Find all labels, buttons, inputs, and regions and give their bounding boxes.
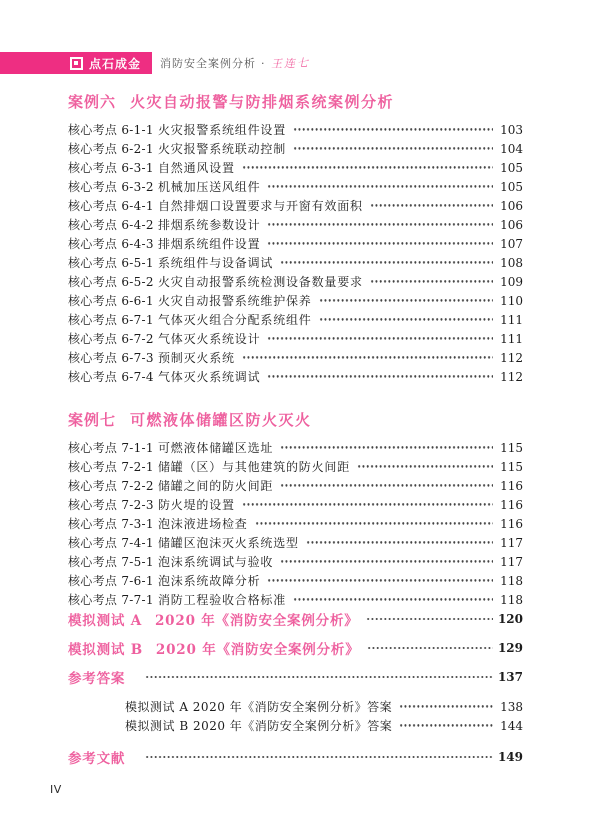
dot-leader: [242, 166, 493, 168]
entry-page-number: 106: [500, 217, 523, 232]
entry-page-number: 112: [500, 350, 523, 365]
toc-entry-row: [68, 291, 523, 310]
entry-page-number: 109: [500, 274, 523, 289]
dot-leader: [267, 223, 493, 225]
dot-leader: [242, 356, 493, 358]
toc-entry-row: [68, 139, 523, 158]
section-entry-list: [68, 120, 523, 386]
entry-title: 预制灭火系统: [158, 351, 235, 365]
dot-leader: [267, 579, 493, 581]
toc-entry-row: [68, 348, 523, 367]
answer-item-title: 模拟测试 B 2020 年《消防安全案例分析》答案: [125, 719, 393, 733]
dot-leader: [319, 299, 493, 301]
references-label: 参考文献: [68, 751, 126, 767]
entry-title: 储罐（区）与其他建筑的防火间距: [158, 460, 351, 474]
entry-label: 核心考点 7-3-1: [68, 517, 154, 531]
entry-label: 核心考点 6-5-1: [68, 256, 154, 270]
toc-entry-row: [68, 310, 523, 329]
mock-test-list: [68, 609, 523, 658]
entry-title: 泡沫系统调试与验收: [158, 555, 274, 569]
mock-test-label: 模拟测试 A: [68, 613, 142, 629]
entry-label: 核心考点 6-4-3: [68, 237, 154, 251]
toc-entry-row: [68, 438, 523, 457]
toc-entry-row: [68, 253, 523, 272]
dot-leader: [370, 280, 493, 282]
dot-leader: [306, 541, 493, 543]
entry-label: 核心考点 6-7-4: [68, 370, 154, 384]
toc-entry-row: [68, 495, 523, 514]
answer-item-row: [125, 716, 523, 735]
entry-label: 核心考点 7-2-3: [68, 498, 154, 512]
mock-test-row: [68, 638, 523, 658]
dot-leader: [145, 676, 493, 678]
section-heading: [68, 92, 523, 112]
entry-page-number: 111: [500, 331, 523, 346]
entry-title: 气体灭火系统设计: [158, 332, 261, 346]
entry-label: 核心考点 6-4-1: [68, 199, 154, 213]
dot-leader: [366, 618, 493, 620]
brand-name: 点石成金: [88, 56, 141, 71]
entry-page-number: 115: [500, 440, 523, 455]
entry-title: 气体灭火组合分配系统组件: [158, 313, 312, 327]
page-footer: [50, 783, 62, 796]
entry-page-number: 112: [500, 369, 523, 384]
dot-leader: [280, 261, 493, 263]
square-logo-icon: [70, 57, 83, 70]
entry-label: 核心考点 6-2-1: [68, 142, 154, 156]
toc-entry-row: [68, 329, 523, 348]
entry-label: 核心考点 6-5-2: [68, 275, 154, 289]
section-label: 案例七: [68, 411, 117, 429]
toc-entry-row: [68, 272, 523, 291]
entry-page-number: 110: [500, 293, 523, 308]
dot-leader: [293, 598, 493, 600]
dot-leader: [280, 484, 493, 486]
entry-page-number: 106: [500, 198, 523, 213]
entry-title: 防火堤的设置: [158, 498, 235, 512]
entry-page-number: 138: [500, 699, 523, 714]
dot-leader: [280, 560, 493, 562]
dot-leader: [145, 756, 493, 758]
entry-page-number: 103: [500, 122, 523, 137]
entry-title: 系统组件与设备调试: [158, 256, 274, 270]
entry-label: 核心考点 6-7-1: [68, 313, 154, 327]
dot-leader: [399, 724, 493, 726]
entry-label: 核心考点 7-4-1: [68, 536, 154, 550]
entry-label: 核心考点 6-4-2: [68, 218, 154, 232]
entry-page-number: 149: [497, 750, 523, 764]
dot-leader: [242, 503, 493, 505]
entry-page-number: 117: [500, 554, 523, 569]
entry-label: 核心考点 7-5-1: [68, 555, 154, 569]
entry-title: 火灾自动报警系统检测设备数量要求: [158, 275, 363, 289]
entry-label: 核心考点 7-1-1: [68, 441, 154, 455]
entry-page-number: 129: [497, 641, 523, 655]
entry-page-number: 116: [500, 516, 523, 531]
entry-page-number: 108: [500, 255, 523, 270]
dot-leader: [267, 242, 493, 244]
section-label: 案例六: [68, 93, 117, 111]
toc-entry-row: [68, 571, 523, 590]
dot-leader: [367, 647, 494, 649]
entry-title: 机械加压送风组件: [158, 180, 261, 194]
running-head: [160, 52, 310, 74]
entry-title: 火灾自动报警系统维护保养: [158, 294, 312, 308]
toc-entry-row: [68, 234, 523, 253]
entry-title: 可燃液体储罐区选址: [158, 441, 274, 455]
toc-entry-row: [68, 158, 523, 177]
mock-test-title: 2020 年《消防安全案例分析》: [155, 642, 360, 658]
section-title: 可燃液体储罐区防火灭火: [130, 411, 312, 429]
section-title: 火灾自动报警与防排烟系统案例分析: [130, 93, 395, 111]
toc-entry-row: [68, 177, 523, 196]
entry-label: 核心考点 6-7-2: [68, 332, 154, 346]
entry-title: 消防工程验收合格标准: [158, 593, 287, 607]
toc-entry-row: [68, 196, 523, 215]
toc-section-case-6: [68, 92, 523, 386]
dot-leader: [370, 204, 493, 206]
entry-title: 排烟系统参数设计: [158, 218, 261, 232]
dot-leader: [267, 375, 493, 377]
entry-page-number: 118: [500, 573, 523, 588]
dot-leader: [280, 446, 493, 448]
folio-page-number: IV: [50, 783, 62, 796]
separator-dot: ·: [261, 56, 266, 70]
dot-leader: [293, 128, 493, 130]
entry-title: 火灾报警系统联动控制: [158, 142, 287, 156]
entry-title: 泡沫液进场检查: [158, 517, 248, 531]
entry-page-number: 116: [500, 497, 523, 512]
answer-item-row: [125, 697, 523, 716]
entry-label: 核心考点 7-6-1: [68, 574, 154, 588]
dot-leader: [399, 705, 493, 707]
entry-label: 核心考点 6-6-1: [68, 294, 154, 308]
entry-label: 核心考点 7-2-2: [68, 479, 154, 493]
entry-page-number: 118: [500, 592, 523, 607]
mock-test-title: 2020 年《消防安全案例分析》: [154, 613, 359, 629]
answer-item-list: [68, 697, 523, 735]
entry-label: 核心考点 6-7-3: [68, 351, 154, 365]
entry-page-number: 105: [500, 179, 523, 194]
entry-title: 自然排烟口设置要求与开窗有效面积: [158, 199, 363, 213]
entry-page-number: 137: [497, 670, 523, 684]
entry-title: 泡沫系统故障分析: [158, 574, 261, 588]
entry-title: 气体灭火系统调试: [158, 370, 261, 384]
toc-entry-row: [68, 476, 523, 495]
dot-leader: [267, 185, 493, 187]
brand-banner: [0, 52, 152, 74]
toc-entry-row: [68, 533, 523, 552]
entry-page-number: 117: [500, 535, 523, 550]
entry-title: 火灾报警系统组件设置: [158, 123, 287, 137]
answers-heading-row: [68, 667, 523, 687]
entry-label: 核心考点 6-3-1: [68, 161, 154, 175]
toc-entry-row: [68, 552, 523, 571]
dot-leader: [255, 522, 493, 524]
book-title: 消防安全案例分析: [160, 57, 256, 70]
entry-page-number: 115: [500, 459, 523, 474]
section-heading: [68, 410, 523, 430]
entry-label: 核心考点 7-2-1: [68, 460, 154, 474]
toc-entry-row: [68, 367, 523, 386]
entry-page-number: 111: [500, 312, 523, 327]
author-signature: 王连七: [270, 56, 310, 71]
entry-page-number: 105: [500, 160, 523, 175]
answer-item-title: 模拟测试 A 2020 年《消防安全案例分析》答案: [125, 700, 393, 714]
answers-label: 参考答案: [68, 671, 126, 687]
entry-title: 储罐之间的防火间距: [158, 479, 274, 493]
mock-test-label: 模拟测试 B: [68, 642, 143, 658]
dot-leader: [293, 147, 493, 149]
entry-title: 储罐区泡沫灭火系统选型: [158, 536, 299, 550]
toc-entry-row: [68, 514, 523, 533]
toc-section-case-7: [68, 410, 523, 609]
references-row: [68, 747, 523, 767]
toc-content: [68, 92, 523, 767]
toc-entry-row: [68, 457, 523, 476]
dot-leader: [357, 465, 493, 467]
entry-page-number: 107: [500, 236, 523, 251]
entry-page-number: 116: [500, 478, 523, 493]
dot-leader: [267, 337, 493, 339]
entry-page-number: 120: [497, 612, 523, 626]
mock-test-row: [68, 609, 523, 629]
entry-title: 排烟系统组件设置: [158, 237, 261, 251]
dot-leader: [319, 318, 493, 320]
entry-page-number: 104: [500, 141, 523, 156]
entry-page-number: 144: [500, 718, 523, 733]
toc-entry-row: [68, 590, 523, 609]
entry-title: 自然通风设置: [158, 161, 235, 175]
toc-entry-row: [68, 120, 523, 139]
section-entry-list: [68, 438, 523, 609]
entry-label: 核心考点 6-3-2: [68, 180, 154, 194]
entry-label: 核心考点 6-1-1: [68, 123, 154, 137]
entry-label: 核心考点 7-7-1: [68, 593, 154, 607]
toc-entry-row: [68, 215, 523, 234]
